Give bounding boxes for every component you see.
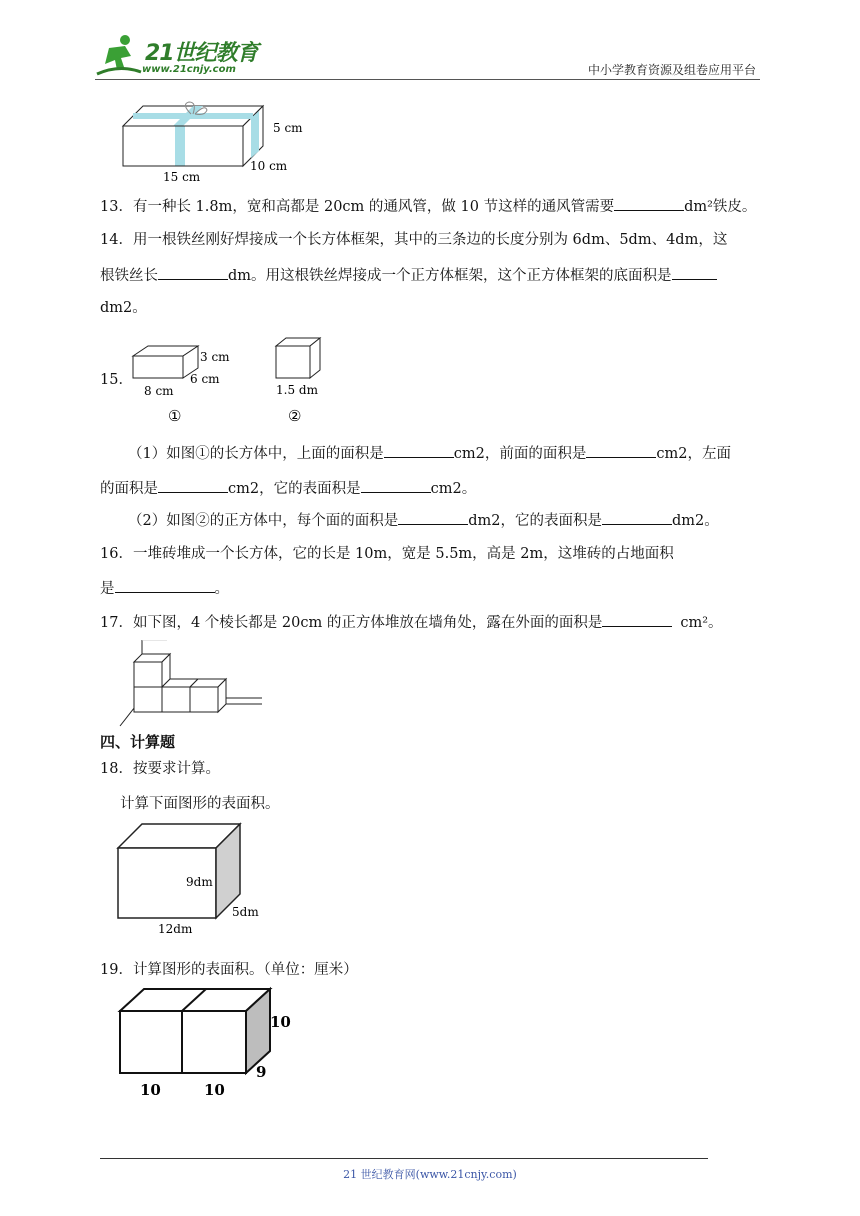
logo-text: 21世纪教育 [145, 41, 258, 66]
question-17 [100, 612, 723, 633]
q19-length1-label: 10 [140, 1081, 161, 1099]
q19-width-label: 9 [256, 1063, 267, 1081]
q15-fig1-length: 8 cm [144, 384, 174, 398]
q15-blank-face-area[interactable] [398, 510, 468, 525]
q14-line3: dm2。 [100, 300, 147, 316]
q15-blank-left-area[interactable] [158, 478, 228, 493]
header-divider [95, 79, 760, 80]
q15-p1-d: 的面积是 [100, 481, 158, 497]
q14-line1: 14．用一根铁丝刚好焊接成一个长方体框架，其中的三条边的长度分别为 6dm、5dm、4dm，这 [100, 232, 728, 248]
logo-url: www.21cnjy.com [142, 64, 236, 75]
q16-text-b: 。 [214, 581, 229, 597]
q15-part1-line2 [100, 478, 476, 499]
q18-cuboid-figure [112, 820, 282, 940]
section-4-title: 四、计算题 [100, 733, 176, 751]
q16-line2 [100, 578, 229, 599]
q15-blank-top-area[interactable] [384, 443, 454, 458]
q18-length-label: 12dm [158, 922, 193, 936]
q15-p1-e: cm2，它的表面积是 [228, 481, 361, 497]
q15-blank-front-area[interactable] [586, 443, 656, 458]
q14-blank-area[interactable] [672, 265, 717, 280]
q19-height-label: 10 [270, 1013, 291, 1031]
q15-p1-b: cm2，前面的面积是 [453, 446, 587, 462]
q16-line1: 16．一堆砖堆成一个长方体，它的长是 10m，宽是 5.5m，高是 2m，这堆砖的占地面积 [100, 546, 674, 562]
q17-unit: cm²。 [680, 615, 723, 631]
q15-part1-line1 [128, 443, 731, 464]
q15-blank-cube-surface[interactable] [602, 510, 672, 525]
q14-text-b: dm。用这根铁丝焊接成一个正方体框架，这个正方体框架的底面积是 [228, 268, 672, 284]
q16-text-a: 是 [100, 581, 115, 597]
q17-text: 17．如下图，4 个棱长都是 20cm 的正方体堆放在墙角处，露在外面的面积是 [100, 615, 603, 631]
q13-text: 13．有一种长 1.8m，宽和高都是 20cm 的通风管，做 10 节这样的通风管需要 [100, 199, 615, 215]
q15-p2-b: dm2，它的表面积是 [468, 513, 602, 529]
q15-fig2-edge: 1.5 dm [276, 383, 318, 397]
q17-stacked-cubes-figure [112, 640, 272, 730]
q18-subtext: 计算下面图形的表面积。 [120, 796, 280, 812]
q19-two-cubes-figure [112, 985, 302, 1100]
q15-fig1-width: 6 cm [190, 372, 220, 386]
gift-length-label: 15 cm [163, 170, 201, 184]
q14-blank-length[interactable] [158, 265, 228, 280]
q18-height-label: 9dm [186, 875, 213, 889]
question-13 [100, 196, 756, 217]
header-platform-text: 中小学教育资源及组卷应用平台 [587, 63, 756, 77]
gift-box-figure [115, 100, 315, 185]
q13-unit: dm²铁皮。 [684, 199, 757, 215]
q16-answer-blank[interactable] [115, 578, 215, 593]
q15-number: 15． [100, 372, 133, 388]
gift-width-label: 10 cm [250, 159, 288, 173]
q19-text: 19．计算图形的表面积。（单位：厘米） [100, 962, 358, 978]
q13-answer-blank[interactable] [614, 196, 684, 211]
q15-p1-c: cm2，左面 [656, 446, 731, 462]
q18-width-label: 5dm [232, 905, 259, 919]
q15-p2-a: （2）如图②的正方体中，每个面的面积是 [128, 513, 399, 529]
q19-length2-label: 10 [204, 1081, 225, 1099]
gift-height-label: 5 cm [273, 121, 303, 135]
runner-logo-icon [95, 34, 143, 78]
q17-answer-blank[interactable] [602, 612, 672, 627]
q18-text: 18．按要求计算。 [100, 761, 220, 777]
q15-p1-f: cm2。 [430, 481, 477, 497]
footer-text[interactable]: 21 世纪教育网(www.21cnjy.com) [343, 1168, 517, 1181]
logo [95, 34, 265, 80]
q15-p2-c: dm2。 [672, 513, 719, 529]
q15-blank-surface-area[interactable] [361, 478, 431, 493]
q14-line2 [100, 265, 717, 286]
q15-fig1-circle: ① [168, 407, 182, 425]
q15-fig1-height: 3 cm [200, 350, 230, 364]
footer-divider [100, 1158, 708, 1159]
q15-p1-a: （1）如图①的长方体中，上面的面积是 [128, 446, 384, 462]
q15-figures [128, 336, 348, 426]
q14-text-a: 根铁丝长 [100, 268, 158, 284]
q15-part2 [128, 510, 719, 531]
q15-fig2-circle: ② [288, 407, 302, 425]
